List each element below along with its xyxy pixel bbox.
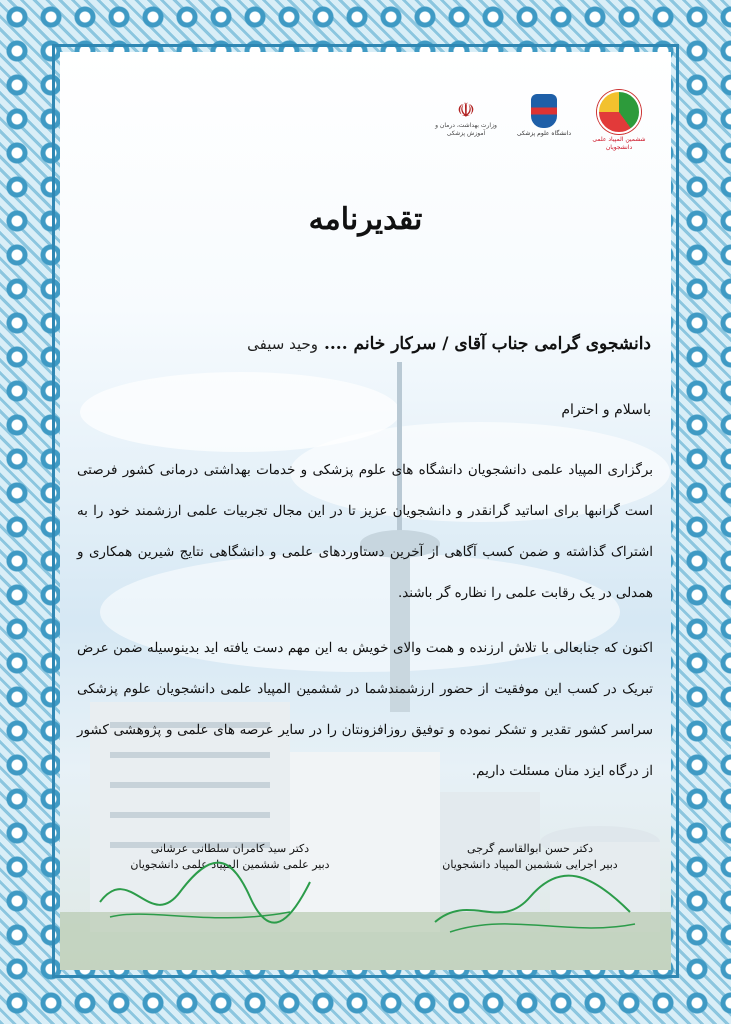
olympiad-logo [587,90,651,152]
ministry-logo [509,94,579,138]
signature-scribble-right [420,852,650,942]
iran-emblem-logo [431,98,501,138]
olympiad-caption: ششمین المپیاد علمی دانشجویان [592,136,646,151]
signature-scribble-left [90,842,320,932]
paragraph: اکنون که جنابعالی با تلاش ارزنده و همت والای خویش به این مهم دست یافته اید بدینوسیله ضمن عرض تبریک در کسب این موفقیت از حضور ارزشمندشما در ششمین المپیاد علمی دانشجویان علوم پزشکی سراسر کشور تقدیر و تشکر نموده و توفیق روزافزونتان را در سایر عرصه های علمی و پژوهشی کشور از درگاه ایزد منان مسئلت داریم. [77,641,653,779]
signatory-name: دکتر حسن ابوالقاسم گرجی [467,842,593,855]
ministry-logo-icon [531,94,557,128]
recipient-name: وحید سیفی [247,335,319,353]
olympiad-logo-icon [597,90,641,134]
emblem-caption: وزارت بهداشت، درمان و آموزش پزشکی [435,122,497,137]
greeting: باسلام و احترام [561,402,651,418]
salutation-line [81,334,651,354]
signatory-role: دبیر اجرایی ششمین المپیاد دانشجویان [442,858,618,871]
certificate-body [60,52,671,970]
signatory-role: دبیر علمی ششمین المپیاد علمی دانشجویان [130,858,330,871]
iran-emblem-icon: ☫ [457,98,475,122]
header-logos [431,90,651,160]
salutation-prefix: دانشجوی گرامی جناب آقای / سرکار خانم .... [323,334,651,354]
signatory-name: دکتر سید کامران سلطانی عرشانی [150,842,310,855]
paragraph: برگزاری المپیاد علمی دانشجویان دانشگاه های علوم پزشکی و خدمات بهداشتی درمانی کشور فرصتی است گرانبها برای اساتید گرانقدر و دانشجویان عزیز تا در این مجال تجربیات علمی ارزشمند خود را به اشتراک گذاشته و ضمن کسب آگاهی از آخرین دستاوردهای علمی و دانشگاهی نتایج شیرین همکاری و همدلی در یک رقابت علمی را نظاره گر باشند. [77,463,653,601]
certificate-title: تقدیرنامه [308,202,423,237]
certificate-text [77,450,653,806]
ministry-caption: دانشگاه علوم پزشکی [516,130,572,137]
